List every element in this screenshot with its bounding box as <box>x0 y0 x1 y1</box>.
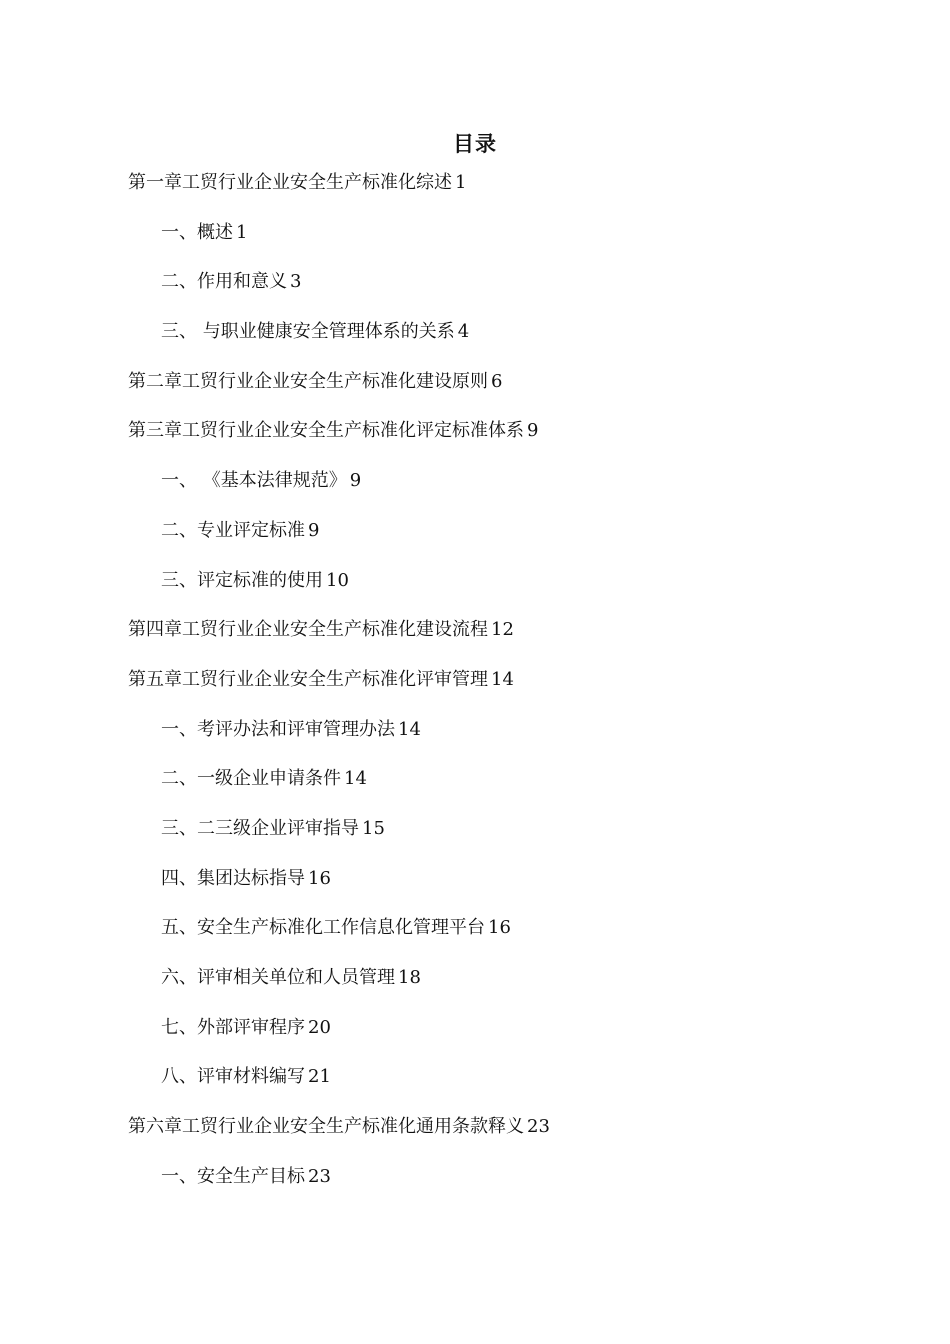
toc-entry-chapter-4[interactable] <box>0 615 950 665</box>
toc-entry-chapter-2[interactable] <box>0 367 950 417</box>
toc-entry-text: 第四章工贸行业企业安全生产标准化建设流程 <box>128 619 488 641</box>
toc-entry-page: 9 <box>349 470 362 492</box>
toc-entry-section[interactable] <box>0 466 950 516</box>
toc-entry-chapter-5[interactable] <box>0 665 950 715</box>
toc-entry-text: 第五章工贸行业企业安全生产标准化评审管理 <box>128 668 488 690</box>
toc-entry-page: 14 <box>491 668 514 690</box>
toc-entry-text: 二、专业评定标准 <box>161 519 305 541</box>
toc-entry-text: 第三章工贸行业企业安全生产标准化评定标准体系 <box>128 420 524 442</box>
toc-list <box>0 168 950 1211</box>
toc-entry-page: 23 <box>308 1165 331 1187</box>
toc-entry-page: 4 <box>457 321 470 343</box>
toc-title: 目录 <box>453 131 497 156</box>
toc-entry-chapter-1[interactable] <box>0 168 950 218</box>
toc-entry-section[interactable] <box>0 814 950 864</box>
toc-entry-section[interactable] <box>0 317 950 367</box>
toc-entry-page: 9 <box>308 519 320 541</box>
toc-entry-page: 15 <box>362 817 385 839</box>
toc-entry-text: 七、外部评审程序 <box>161 1016 305 1038</box>
toc-entry-page: 21 <box>308 1066 331 1088</box>
toc-entry-text: 六、评审相关单位和人员管理 <box>161 967 395 988</box>
toc-entry-text: 一、 《基本法律规范》 <box>161 470 347 492</box>
toc-entry-page: 10 <box>326 569 349 591</box>
toc-entry-text: 一、概述 <box>161 221 233 243</box>
toc-entry-text: 二、一级企业申请条件 <box>161 768 341 790</box>
toc-entry-page: 14 <box>398 718 421 740</box>
toc-entry-section[interactable] <box>0 516 950 566</box>
toc-entry-page: 16 <box>308 867 331 889</box>
toc-entry-text: 第一章工贸行业企业安全生产标准化综述 <box>128 172 452 193</box>
toc-entry-section[interactable] <box>0 963 950 1013</box>
toc-entry-text: 三、评定标准的使用 <box>161 569 323 591</box>
toc-entry-section[interactable] <box>0 764 950 814</box>
toc-entry-text: 八、评审材料编写 <box>161 1066 305 1088</box>
toc-entry-text: 三、二三级企业评审指导 <box>161 817 359 839</box>
toc-entry-text: 五、安全生产标准化工作信息化管理平台 <box>161 917 485 939</box>
toc-entry-section[interactable] <box>0 566 950 616</box>
toc-entry-page: 12 <box>491 619 514 641</box>
toc-entry-page: 14 <box>344 768 367 790</box>
toc-entry-page: 1 <box>236 221 248 243</box>
toc-entry-section[interactable] <box>0 1013 950 1063</box>
toc-entry-page: 1 <box>455 172 467 193</box>
toc-entry-text: 四、集团达标指导 <box>161 867 305 889</box>
toc-entry-section[interactable] <box>0 913 950 963</box>
toc-entry-text: 第二章工贸行业企业安全生产标准化建设原则 <box>128 370 488 392</box>
toc-entry-section[interactable] <box>0 864 950 914</box>
toc-entry-page: 9 <box>527 420 539 442</box>
toc-entry-section[interactable] <box>0 715 950 765</box>
toc-entry-page: 18 <box>398 967 421 988</box>
toc-entry-text: 二、作用和意义 <box>161 271 287 293</box>
toc-entry-text: 三、 与职业健康安全管理体系的关系 <box>161 321 455 343</box>
toc-entry-section[interactable] <box>0 267 950 317</box>
toc-entry-page: 6 <box>491 370 503 392</box>
toc-entry-page: 23 <box>527 1116 550 1138</box>
toc-entry-page: 3 <box>290 271 302 293</box>
toc-entry-section[interactable] <box>0 1062 950 1112</box>
toc-entry-text: 第六章工贸行业企业安全生产标准化通用条款释义 <box>128 1116 524 1138</box>
toc-entry-page: 16 <box>488 917 511 939</box>
toc-entry-chapter-3[interactable] <box>0 416 950 466</box>
toc-entry-section[interactable] <box>0 1162 950 1212</box>
toc-entry-chapter-6[interactable] <box>0 1112 950 1162</box>
toc-entry-text: 一、考评办法和评审管理办法 <box>161 718 395 740</box>
toc-entry-page: 20 <box>308 1016 331 1038</box>
toc-entry-section[interactable] <box>0 218 950 268</box>
toc-entry-text: 一、安全生产目标 <box>161 1165 305 1187</box>
